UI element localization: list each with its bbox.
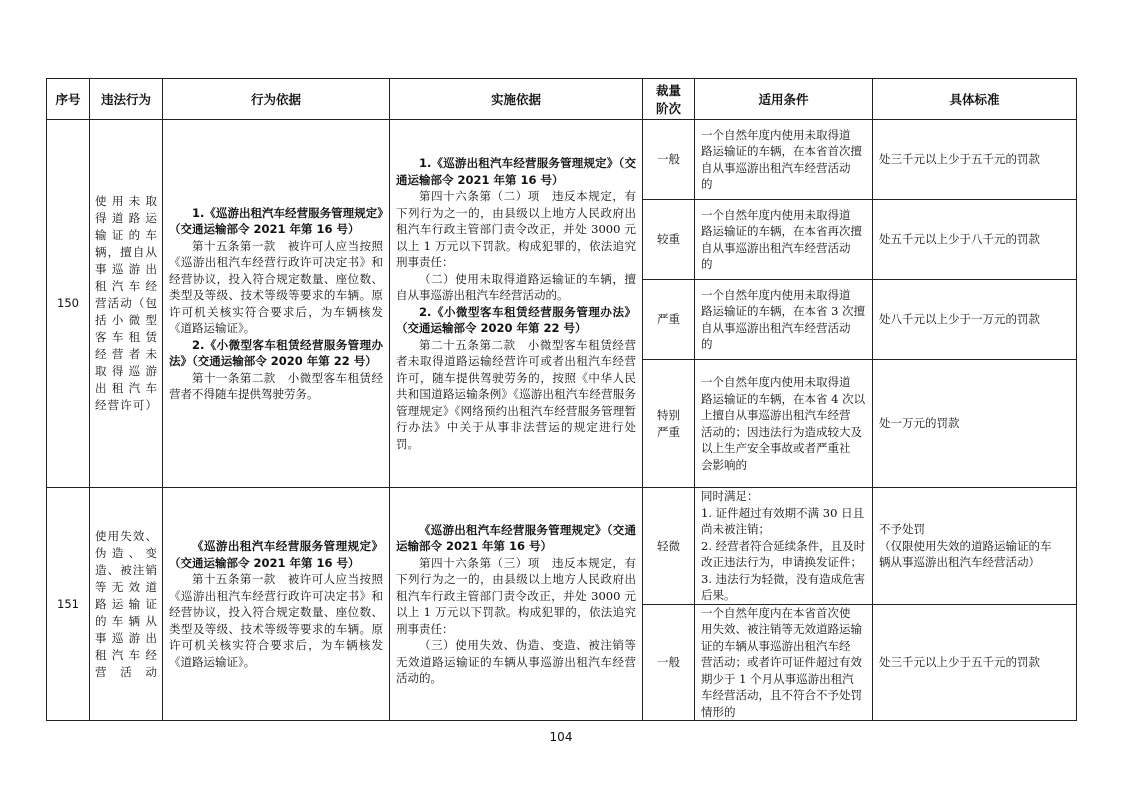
implementation-paragraph: （二）使用未取得道路运输证的车辆，擅自从事巡游出租汽车经营活动的。 — [396, 271, 636, 302]
header-level-line-2: 阶次 — [655, 101, 681, 116]
discretion-level — [643, 360, 695, 488]
behavior-line: 客车租赁 — [95, 330, 157, 344]
level-line: 严重 — [657, 312, 680, 327]
standard-line: 处三千元以上少于五千元的罚款 — [879, 152, 1040, 167]
basis-heading: 2.《小微型客车租赁经营服务管理办法》（交通运输部令 2020 年第 22 号） — [169, 337, 383, 368]
behavior-line: 括小微型 — [95, 313, 157, 327]
penalty-standard — [873, 488, 1077, 605]
condition-line: 证的车辆从事巡游出租汽车经 — [701, 638, 851, 653]
discretion-level — [643, 120, 695, 200]
behavior-line: 营活动（包 — [95, 296, 157, 310]
level-line: 一般 — [657, 152, 680, 167]
behavior-line: 得道路运 — [95, 211, 157, 225]
discretion-level — [643, 604, 695, 721]
header-number: 序号 — [47, 79, 90, 120]
condition-line: 路运输证的车辆，在本省 4 次以 — [701, 391, 866, 406]
level-line: 一般 — [657, 655, 680, 669]
implementation-paragraph: 第四十六条第（三）项 违反本规定，有下列行为之一的，由县级以上地方人民政府出租汽车行政主管部门责令改正，并处 3000 元以上 1 万元以下罚款。构成犯罪的，依法追究刑事责任： — [396, 555, 636, 636]
condition-line: 同时满足： — [701, 489, 759, 503]
violation-behavior — [90, 120, 163, 488]
header-behavior: 违法行为 — [90, 79, 163, 120]
table-row — [47, 488, 1077, 605]
implementation-heading: 《巡游出租汽车经营服务管理规定》（交通运输部令 2021 年第 16 号） — [396, 522, 636, 553]
applicable-condition — [695, 120, 873, 200]
level-line: 轻微 — [657, 538, 680, 553]
penalty-standard — [873, 360, 1077, 488]
condition-line: 后果。 — [701, 588, 736, 602]
behavior-line: 出租汽车 — [95, 381, 157, 395]
behavior-line: 的车辆从 — [95, 613, 157, 628]
implementation-paragraph: 第二十五条第二款 小微型客车租赁经营者未取得道路运输经营许可或者出租汽车经营许可，随车提供驾驶劳务的，按照《中华人民共和国道路运输条例》《巡游出租汽车经营服务管理规定》《网络预约出租汽车经营服务管理暂行办法》中关于从事非法营运的规定进行处罚。 — [396, 337, 636, 451]
header-basis: 行为依据 — [163, 79, 390, 120]
standard-line: 处八千元以上少于一万元的罚款 — [879, 312, 1040, 327]
condition-line: 自从事巡游出租汽车经营活动 — [701, 160, 851, 175]
condition-line: 以上生产安全事故或者严重社 — [701, 441, 851, 455]
condition-line: 2. 经营者符合延续条件，且及时 — [701, 538, 866, 553]
behavior-line: 路运输证 — [95, 596, 157, 611]
header-implementation: 实施依据 — [390, 79, 643, 120]
condition-line: 会影响的 — [701, 457, 747, 472]
condition-line: 期少于 1 个月从事巡游出租汽 — [701, 671, 854, 686]
behavior-line: 使用失效、 — [95, 528, 157, 543]
standard-line: （仅限使用失效的道路运输证的车 — [879, 538, 1052, 553]
applicable-condition — [695, 280, 873, 360]
discretion-level — [643, 488, 695, 605]
header-row — [47, 79, 1077, 120]
behavior-line: 辆，擅自从 — [95, 245, 157, 259]
condition-line: 一个自然年度内使用未取得道 — [701, 127, 851, 142]
penalty-standard — [873, 280, 1077, 360]
condition-line: 路运输证的车辆，在本省 3 次擅 — [701, 304, 866, 318]
implementation-heading: 1.《巡游出租汽车经营服务管理规定》（交通运输部令 2021 年第 16 号） — [396, 156, 636, 187]
header-condition: 适用条件 — [695, 79, 873, 120]
table-row — [47, 120, 1077, 200]
behavior-line: 经营者未 — [95, 347, 157, 361]
level-line: 严重 — [657, 424, 680, 439]
implementation-basis — [390, 488, 643, 721]
condition-line: 自从事巡游出租汽车经营活动 — [701, 320, 851, 335]
legal-basis — [163, 120, 390, 488]
basis-paragraph: 第十五条第一款 被许可人应当按照《巡游出租汽车经营行政许可决定书》和经营协议，投入符合规定数量、座位数、类型及等级、技术等级等要求的车辆。原许可机关核实符合要求后，为车辆核发《道路运输证》。 — [169, 572, 383, 669]
condition-line: 的 — [701, 257, 713, 271]
penalty-standard — [873, 120, 1077, 200]
condition-line: 自从事巡游出租汽车经营活动 — [701, 240, 851, 255]
condition-line: 营活动；或者许可证件超过有效 — [701, 655, 862, 669]
condition-line: 的 — [701, 177, 713, 191]
level-line: 较重 — [657, 232, 680, 247]
condition-line: 一个自然年度内使用未取得道 — [701, 287, 851, 302]
standard-line: 处一万元的罚款 — [879, 416, 960, 431]
row-number: 150 — [47, 120, 90, 488]
implementation-paragraph: 第四十六条第（二）项 违反本规定，有下列行为之一的，由县级以上地方人民政府出租汽车行政主管部门责令改正，并处 3000 元以上 1 万元以下罚款。构成犯罪的，依法追究刑事责任： — [396, 189, 636, 269]
behavior-line: 输证的车 — [95, 228, 157, 242]
condition-line: 改正违法行为，申请换发证件； — [701, 555, 862, 569]
legal-basis — [163, 488, 390, 721]
condition-line: 的 — [701, 337, 713, 351]
behavior-line: 等无效道 — [95, 579, 157, 594]
condition-line: 一个自然年度内在本省首次使 — [701, 605, 851, 620]
implementation-paragraph: （三）使用失效、伪造、变造、被注销等无效道路运输证的车辆从事巡游出租汽车经营活动的。 — [396, 638, 636, 685]
condition-line: 3. 违法行为轻微，没有造成危害 — [701, 571, 866, 586]
behavior-line: 取得巡游 — [95, 364, 157, 378]
standard-line: 处五千元以上少于八千元的罚款 — [879, 232, 1040, 247]
applicable-condition — [695, 604, 873, 721]
applicable-condition — [695, 488, 873, 605]
condition-line: 活动的；因违法行为造成较大及 — [701, 424, 862, 439]
behavior-line: 租汽车经 — [95, 647, 157, 662]
condition-line: 上擅自从事巡游出租汽车经营 — [701, 408, 851, 422]
behavior-line: 营活动 — [95, 664, 157, 679]
level-line: 特别 — [657, 408, 680, 422]
condition-line: 路运输证的车辆，在本省再次擅 — [701, 224, 862, 238]
standard-line: 辆从事巡游出租汽车经营活动） — [879, 555, 1040, 569]
condition-line: 尚未被注销； — [701, 522, 770, 536]
penalty-standards-table — [46, 78, 1077, 721]
discretion-level — [643, 200, 695, 280]
header-level-line-1: 裁量 — [655, 83, 681, 98]
standard-line: 不予处罚 — [879, 522, 925, 536]
basis-heading: 1.《巡游出租汽车经营服务管理规定》（交通运输部令 2021 年第 16 号） — [169, 205, 383, 236]
condition-line: 情形的 — [701, 704, 736, 719]
violation-behavior — [90, 488, 163, 721]
behavior-line: 事巡游出 — [95, 630, 157, 645]
implementation-heading: 2.《小微型客车租赁经营服务管理办法》（交通运输部令 2020 年第 22 号） — [396, 304, 636, 335]
condition-line: 车经营活动，且不符合不予处罚 — [701, 688, 862, 702]
behavior-line: 伪造、变 — [95, 545, 157, 560]
condition-line: 一个自然年度内使用未取得道 — [701, 375, 851, 389]
behavior-line: 经营许可） — [95, 398, 157, 412]
condition-line: 1. 证件超过有效期不满 30 日且 — [701, 505, 865, 520]
basis-paragraph: 第十五条第一款 被许可人应当按照《巡游出租汽车经营行政许可决定书》和经营协议，投入符合规定数量、座位数、类型及等级、技术等级等要求的车辆。原许可机关核实符合要求后，为车辆核发《道路运输证》。 — [169, 238, 383, 335]
penalty-standard — [873, 604, 1077, 721]
behavior-line: 使用未取 — [95, 194, 157, 208]
condition-line: 用失效、被注销等无效道路运输 — [701, 622, 862, 636]
basis-paragraph: 第十一条第二款 小微型客车租赁经营者不得随车提供驾驶劳务。 — [169, 370, 383, 401]
row-number: 151 — [47, 488, 90, 721]
behavior-line: 租汽车经 — [95, 279, 157, 293]
applicable-condition — [695, 200, 873, 280]
penalty-standard — [873, 200, 1077, 280]
implementation-basis — [390, 120, 643, 488]
header-level — [643, 79, 695, 120]
page-number: 104 — [549, 730, 573, 744]
condition-line: 路运输证的车辆，在本省首次擅 — [701, 144, 862, 158]
behavior-line: 造、被注销 — [95, 562, 157, 577]
discretion-level — [643, 280, 695, 360]
condition-line: 一个自然年度内使用未取得道 — [701, 207, 851, 222]
applicable-condition — [695, 360, 873, 488]
basis-heading: 《巡游出租汽车经营服务管理规定》（交通运输部令 2021 年第 16 号） — [169, 539, 383, 570]
behavior-line: 事巡游出 — [95, 262, 157, 276]
standard-line: 处三千元以上少于五千元的罚款 — [879, 655, 1040, 669]
header-standard: 具体标准 — [873, 79, 1077, 120]
